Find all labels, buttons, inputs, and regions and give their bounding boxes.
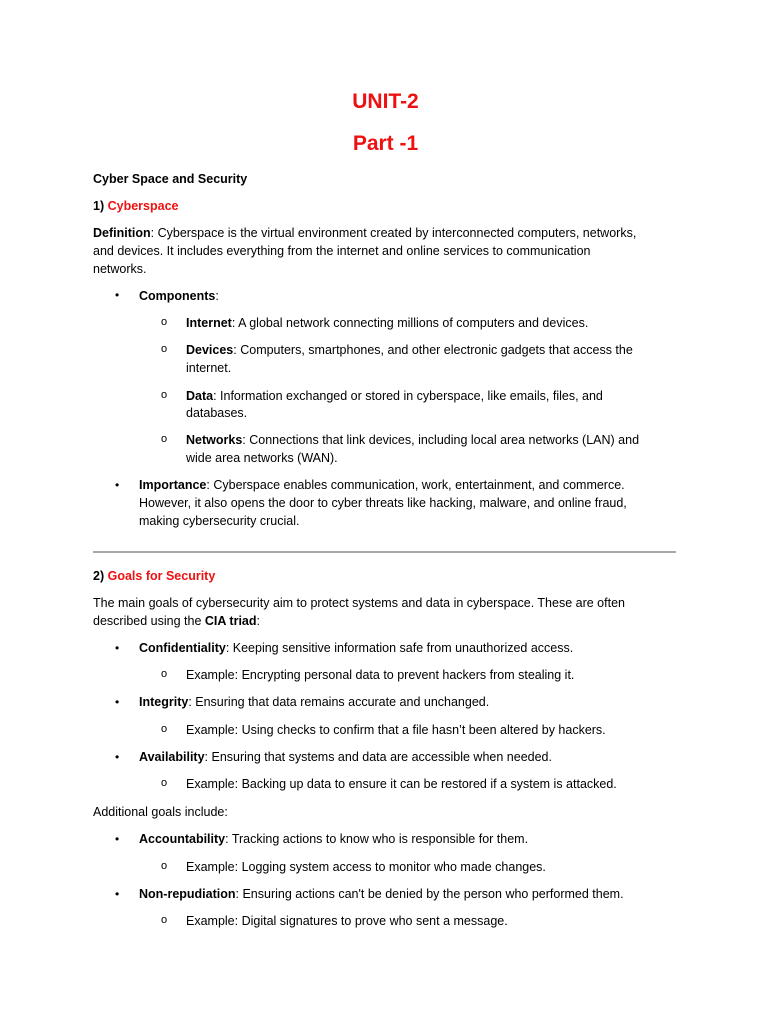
sub-bullet-icon: o [161,723,168,735]
bullet-icon: • [115,695,120,709]
part-title: Part -1 [352,132,419,155]
sub-bullet-icon: o [161,343,168,355]
goal-non-repudiation: Non-repudiation: Ensuring actions can't be denied by the person who performed them. [139,887,624,901]
bullet-icon: • [115,641,120,655]
definition-line-2: and devices. It includes everything from the internet and online services to communication [93,244,591,258]
subject-heading: Cyber Space and Security [93,172,248,186]
goal-availability-example: Example: Backing up data to ensure it can be restored if a system is attacked. [186,777,617,791]
sub-bullet-icon: o [161,316,168,328]
definition-line-1: Definition: Cyberspace is the virtual environment created by interconnected computers, networks, [93,226,637,240]
sub-bullet-icon: o [161,777,168,789]
additional-goals-intro: Additional goals include: [93,805,228,819]
component-data-cont: databases. [186,406,248,420]
goal-confidentiality: Confidentiality: Keeping sensitive information safe from unauthorized access. [139,641,574,655]
bullet-icon: • [115,478,120,492]
bullet-icon: • [115,288,120,302]
component-networks: Networks: Connections that link devices, including local area networks (LAN) and [186,433,640,447]
section2-heading: 2) Goals for Security [93,569,216,583]
sub-bullet-icon: o [161,914,168,926]
importance-line-3: making cybersecurity crucial. [139,514,300,528]
unit-title: UNIT-2 [352,90,419,113]
component-devices: Devices: Computers, smartphones, and other electronic gadgets that access the [186,343,633,357]
bullet-icon: • [115,832,120,846]
goal-non-repudiation-example: Example: Digital signatures to prove who sent a message. [186,914,508,928]
horizontal-rule [93,551,676,553]
importance-line-2: However, it also opens the door to cyber threats like hacking, malware, and online fraud, [139,496,627,510]
goal-integrity: Integrity: Ensuring that data remains accurate and unchanged. [139,695,490,709]
component-data: Data: Information exchanged or stored in cyberspace, like emails, files, and [186,389,603,403]
sub-bullet-icon: o [161,433,168,445]
component-devices-cont: internet. [186,361,232,375]
component-internet: Internet: A global network connecting millions of computers and devices. [186,316,589,330]
definition-line-3: networks. [93,262,147,276]
goal-integrity-example: Example: Using checks to confirm that a file hasn’t been altered by hackers. [186,723,606,737]
section2-intro-1: The main goals of cybersecurity aim to protect systems and data in cyberspace. These are often [93,596,625,610]
importance-line-1: Importance: Cyberspace enables communication, work, entertainment, and commerce. [139,478,625,492]
goal-accountability: Accountability: Tracking actions to know who is responsible for them. [139,832,529,846]
sub-bullet-icon: o [161,860,168,872]
goal-confidentiality-example: Example: Encrypting personal data to prevent hackers from stealing it. [186,668,575,682]
goal-accountability-example: Example: Logging system access to monitor who made changes. [186,860,546,874]
bullet-icon: • [115,750,120,764]
sub-bullet-icon: o [161,389,168,401]
sub-bullet-icon: o [161,668,168,680]
components-label: Components: [139,289,219,303]
component-networks-cont: wide area networks (WAN). [186,451,338,465]
section1-heading: 1) Cyberspace [93,199,179,213]
section2-intro-2: described using the CIA triad: [93,614,260,628]
bullet-icon: • [115,887,120,901]
goal-availability: Availability: Ensuring that systems and data are accessible when needed. [139,750,552,764]
